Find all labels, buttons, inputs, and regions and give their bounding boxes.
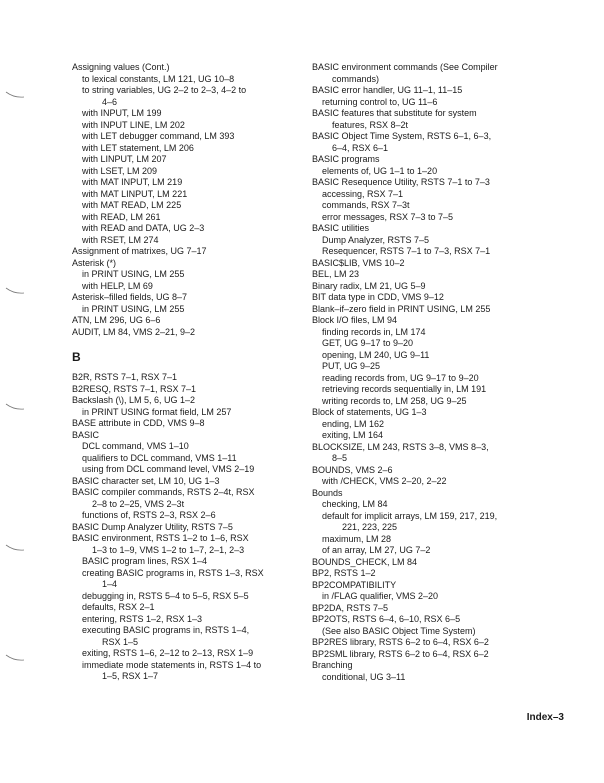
index-subentry: 2–8 to 2–25, VMS 2–3t — [92, 498, 185, 509]
index-entry: BOUNDS_CHECK, LM 84 — [312, 556, 418, 567]
binder-mark — [6, 545, 24, 550]
index-entry: BEL, LM 23 — [312, 269, 360, 279]
index-subentry: 221, 223, 225 — [342, 522, 398, 532]
index-entry: BIT data type in CDD, VMS 9–12 — [312, 292, 444, 302]
index-subentry: 6–4, RSX 6–1 — [332, 142, 389, 153]
index-subentry: in PRINT USING, LM 255 — [82, 269, 185, 279]
index-subentry: with RSET, LM 274 — [82, 234, 159, 245]
index-subentry: with READ and DATA, UG 2–3 — [82, 223, 205, 233]
index-entry: BASIC utilities — [312, 223, 370, 233]
index-subentry: in PRINT USING, LM 255 — [82, 303, 185, 314]
index-column-left — [72, 62, 300, 683]
index-subentry: with HELP, LM 69 — [82, 280, 153, 291]
index-entry: BASIC environment, RSTS 1–2 to 1–6, RSX — [72, 533, 249, 543]
index-subentry: with /CHECK, VMS 2–20, 2–22 — [322, 476, 447, 486]
index-entry: Branching — [312, 660, 353, 670]
index-entry: AUDIT, LM 84, VMS 2–21, 9–2 — [72, 326, 196, 337]
index-subentry: 1–5, RSX 1–7 — [102, 671, 159, 681]
binder-hole-marks — [0, 0, 40, 783]
index-subentry: default for implicit arrays, LM 159, 217, 219, — [322, 510, 498, 521]
binder-mark — [6, 655, 24, 660]
index-entry: BLOCKSIZE, LM 243, RSTS 3–8, VMS 8–3, — [312, 441, 489, 452]
index-subentry: qualifiers to DCL command, VMS 1–11 — [82, 452, 237, 463]
index-entry: Asterisk–filled fields, UG 8–7 — [72, 292, 188, 302]
index-entry: BASE attribute in CDD, VMS 9–8 — [72, 418, 205, 428]
index-subentry: Resequencer, RSTS 7–1 to 7–3, RSX 7–1 — [322, 246, 491, 256]
index-entry: BP2, RSTS 1–2 — [312, 568, 376, 578]
index-subentry: functions of, RSTS 2–3, RSX 2–6 — [82, 510, 216, 520]
index-subentry: ending, LM 162 — [322, 418, 385, 429]
index-subentry: in PRINT USING format field, LM 257 — [82, 406, 232, 417]
index-subentry: 4–6 — [102, 96, 118, 107]
index-subentry: Dump Analyzer, RSTS 7–5 — [322, 234, 430, 245]
binder-mark — [6, 92, 24, 97]
index-subentry: immediate mode statements in, RSTS 1–4 to — [82, 659, 262, 670]
index-subentry: 1–3 to 1–9, VMS 1–2 to 1–7, 2–1, 2–3 — [92, 544, 245, 555]
index-subentry: with INPUT, LM 199 — [82, 108, 162, 118]
index-subentry: retrieving records sequentially in, LM 191 — [322, 384, 487, 394]
index-entry: Backslash (\), LM 5, 6, UG 1–2 — [72, 395, 196, 405]
index-subentry: exiting, LM 164 — [322, 430, 384, 440]
index-entry: BASIC$LIB, VMS 10–2 — [312, 257, 405, 268]
binder-mark — [6, 288, 24, 293]
index-entry: BP2SML library, RSTS 6–2 to 6–4, RSX 6–2 — [312, 648, 489, 659]
index-subentry: with READ, LM 261 — [82, 211, 161, 222]
index-entry: BASIC error handler, UG 11–1, 11–15 — [312, 85, 463, 95]
index-subentry: RSX 1–5 — [102, 636, 139, 647]
index-entry: BASIC environment commands (See Compiler — [312, 62, 498, 72]
index-subentry: features, RSX 8–2t — [332, 119, 409, 130]
index-subentry: writing records to, LM 258, UG 9–25 — [322, 395, 467, 406]
index-subentry: in /FLAG qualifier, VMS 2–20 — [322, 591, 439, 601]
section-letter: B — [72, 350, 81, 364]
index-subentry: returning control to, UG 11–6 — [322, 96, 438, 107]
index-subentry: 8–5 — [332, 453, 348, 463]
index-subentry: commands) — [332, 73, 380, 84]
index-subentry: with LET debugger command, LM 393 — [82, 131, 235, 141]
index-entry: BOUNDS, VMS 2–6 — [312, 464, 393, 475]
index-entry: Asterisk (*) — [72, 257, 117, 268]
index-entry: BASIC Resequence Utility, RSTS 7–1 to 7–3 — [312, 177, 490, 187]
index-subentry: debugging in, RSTS 5–4 to 5–5, RSX 5–5 — [82, 590, 249, 601]
index-entry: BASIC Dump Analyzer Utility, RSTS 7–5 — [72, 521, 233, 532]
index-entry: BASIC features that substitute for system — [312, 108, 477, 118]
index-subentry: to lexical constants, LM 121, UG 10–8 — [82, 73, 235, 84]
index-subentry: elements of, UG 1–1 to 1–20 — [322, 165, 438, 176]
index-subentry: creating BASIC programs in, RSTS 1–3, RSX — [82, 567, 264, 578]
index-subentry: to string variables, UG 2–2 to 2–3, 4–2 to — [82, 85, 247, 95]
index-entry: BP2DA, RSTS 7–5 — [312, 602, 389, 613]
index-subentry: using from DCL command level, VMS 2–19 — [82, 464, 255, 474]
index-subentry: with LSET, LM 209 — [82, 165, 158, 176]
index-subentry: defaults, RSX 2–1 — [82, 602, 155, 612]
index-entry: BASIC character set, LM 10, UG 1–3 — [72, 475, 220, 486]
index-subentry: with MAT LINPUT, LM 221 — [82, 188, 188, 199]
index-entry: ATN, LM 296, UG 6–6 — [72, 315, 161, 325]
index-subentry: maximum, LM 28 — [322, 533, 392, 544]
index-entry: BP2RES library, RSTS 6–2 to 6–4, RSX 6–2 — [312, 637, 489, 647]
index-subentry: executing BASIC programs in, RSTS 1–4, — [82, 625, 250, 635]
index-subentry: with LET statement, LM 206 — [82, 142, 194, 153]
index-subentry: PUT, UG 9–25 — [322, 361, 381, 371]
index-subentry: error messages, RSX 7–3 to 7–5 — [322, 211, 454, 222]
page-label: Index–3 — [526, 712, 564, 723]
index-entry: BP2OTS, RSTS 6–4, 6–10, RSX 6–5 — [312, 614, 461, 624]
index-entry: Assigning values (Cont.) — [72, 62, 170, 72]
index-subentry: with INPUT LINE, LM 202 — [82, 119, 185, 130]
index-subentry: 1–4 — [102, 579, 118, 589]
index-subentry: with LINPUT, LM 207 — [82, 154, 167, 164]
index-entry: BP2COMPATIBILITY — [312, 579, 397, 590]
binder-mark — [6, 404, 24, 409]
index-subentry: with MAT READ, LM 225 — [82, 200, 182, 210]
index-entry: Assignment of matrixes, UG 7–17 — [72, 246, 207, 256]
index-entry: Binary radix, LM 21, UG 5–9 — [312, 280, 426, 291]
index-subentry: entering, RSTS 1–2, RSX 1–3 — [82, 613, 203, 624]
index-entry: BASIC programs — [312, 154, 380, 164]
index-entry: BASIC compiler commands, RSTS 2–4t, RSX — [72, 487, 255, 497]
index-subentry: reading records from, UG 9–17 to 9–20 — [322, 372, 479, 383]
index-entry: BASIC — [72, 429, 100, 440]
index-subentry: checking, LM 84 — [322, 499, 388, 509]
index-subentry: of an array, LM 27, UG 7–2 — [322, 545, 431, 555]
index-entry: Blank–if–zero field in PRINT USING, LM 255 — [312, 303, 491, 314]
index-subentry: exiting, RSTS 1–6, 2–12 to 2–13, RSX 1–9 — [82, 648, 254, 658]
index-column-right — [312, 62, 574, 683]
index-entry: BASIC Object Time System, RSTS 6–1, 6–3, — [312, 131, 492, 141]
index-subentry: with MAT INPUT, LM 219 — [82, 177, 183, 187]
index-subentry: BASIC program lines, RSX 1–4 — [82, 556, 208, 566]
index-subentry: opening, LM 240, UG 9–11 — [322, 349, 430, 360]
index-subentry: commands, RSX 7–3t — [322, 200, 410, 210]
index-subentry: (See also BASIC Object Time System) — [322, 625, 476, 636]
index-subentry: DCL command, VMS 1–10 — [82, 441, 189, 451]
index-subentry: finding records in, LM 174 — [322, 326, 426, 337]
index-entry: Block I/O files, LM 94 — [312, 315, 398, 325]
index-subentry: accessing, RSX 7–1 — [322, 188, 404, 199]
index-subentry: GET, UG 9–17 to 9–20 — [322, 338, 414, 348]
index-entry: B2RESQ, RSTS 7–1, RSX 7–1 — [72, 383, 197, 394]
index-entry: Bounds — [312, 487, 343, 498]
index-entry: Block of statements, UG 1–3 — [312, 407, 427, 417]
index-entry: B2R, RSTS 7–1, RSX 7–1 — [72, 372, 178, 382]
index-subentry: conditional, UG 3–11 — [322, 671, 406, 682]
